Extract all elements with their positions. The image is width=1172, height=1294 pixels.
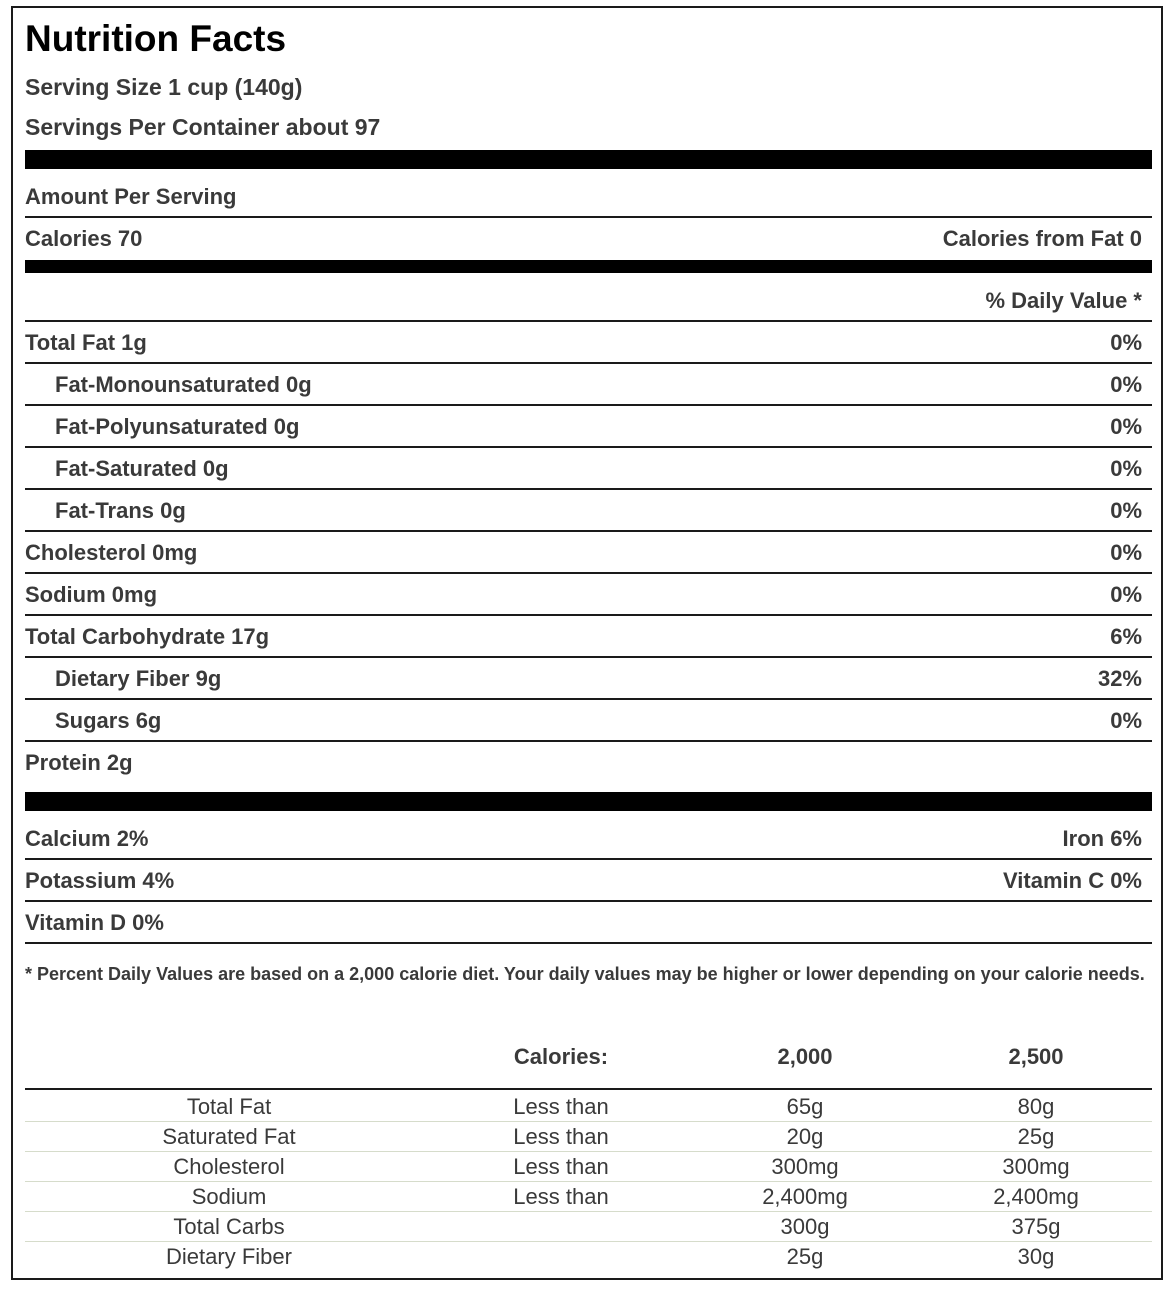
dv-value-2000: 25g <box>786 1244 824 1269</box>
calories-row <box>25 218 1152 260</box>
nutrient-dv: 0% <box>1110 372 1142 397</box>
nutrient-dv: 32% <box>1097 666 1142 691</box>
nutrient-name: Total Fat 1g <box>25 330 147 355</box>
serving-size: Serving Size 1 cup (140g) <box>25 74 303 100</box>
calories: Calories 70 <box>25 226 143 251</box>
nutrient-name: Fat-Saturated 0g <box>55 456 229 481</box>
servings-per-container: Servings Per Container about 97 <box>25 114 381 140</box>
dv-value-2000: 20g <box>786 1124 824 1149</box>
nutrient-dv: 0% <box>1110 582 1142 607</box>
label-title: Nutrition Facts <box>25 18 287 59</box>
nutrient-dv: 0% <box>1110 330 1142 355</box>
dv-value-2500: 80g <box>1017 1094 1055 1119</box>
dv-value-2500: 300mg <box>1002 1154 1070 1179</box>
dv-value-2500: 30g <box>1017 1244 1055 1269</box>
thick-divider <box>25 792 1152 811</box>
vitamin-left: Potassium 4% <box>25 868 175 893</box>
vitamin-right: Vitamin C 0% <box>1003 868 1142 893</box>
vitamin-row <box>25 902 1152 944</box>
dv-qualifier: Less than <box>513 1094 609 1119</box>
dv-nutrient: Sodium <box>191 1184 267 1209</box>
vitamin-right: Iron 6% <box>1062 826 1142 851</box>
dv-nutrient: Cholesterol <box>173 1154 285 1179</box>
vitamin-left: Calcium 2% <box>25 826 149 851</box>
nutrient-name: Sugars 6g <box>55 708 162 733</box>
dv-value-2500: 2,400mg <box>993 1184 1079 1209</box>
dv-table-row <box>25 1152 1152 1182</box>
dv-table-divider <box>25 1088 1152 1090</box>
nutrient-row <box>25 532 1152 574</box>
calories-from-fat: Calories from Fat 0 <box>942 226 1142 251</box>
vitamin-row <box>25 818 1152 860</box>
nutrient-row <box>25 448 1152 490</box>
dv-header-2000: 2,000 <box>777 1044 833 1069</box>
daily-value-header: % Daily Value * <box>985 288 1142 313</box>
dv-qualifier: Less than <box>513 1124 609 1149</box>
dv-value-2000: 2,400mg <box>762 1184 848 1209</box>
dv-value-2000: 300g <box>780 1214 830 1239</box>
vitamin-left: Vitamin D 0% <box>25 910 164 935</box>
nutrient-row <box>25 742 1152 784</box>
nutrient-row <box>25 574 1152 616</box>
dv-table-row <box>25 1122 1152 1152</box>
medium-divider <box>25 260 1152 273</box>
dv-qualifier: Less than <box>513 1154 609 1179</box>
nutrient-dv: 0% <box>1110 708 1142 733</box>
nutrient-row <box>25 406 1152 448</box>
nutrient-name: Fat-Monounsaturated 0g <box>55 372 312 397</box>
dv-table-row <box>25 1242 1152 1272</box>
nutrition-facts-label <box>11 6 1163 1280</box>
dv-value-2500: 25g <box>1017 1124 1055 1149</box>
nutrient-row <box>25 616 1152 658</box>
dv-header-2500: 2,500 <box>1008 1044 1064 1069</box>
dv-nutrient: Total Fat <box>186 1094 272 1119</box>
nutrient-name: Fat-Trans 0g <box>55 498 186 523</box>
thick-divider <box>25 150 1152 169</box>
dv-header-calories: Calories: <box>513 1044 609 1069</box>
dv-qualifier: Less than <box>513 1184 609 1209</box>
nutrient-dv: 0% <box>1110 498 1142 523</box>
nutrient-dv: 0% <box>1110 540 1142 565</box>
nutrient-dv: 0% <box>1110 414 1142 439</box>
amount-per-serving: Amount Per Serving <box>25 184 237 209</box>
nutrient-name: Cholesterol 0mg <box>25 540 198 565</box>
dv-value-2000: 65g <box>786 1094 824 1119</box>
dv-value-2500: 375g <box>1011 1214 1061 1239</box>
amount-per-serving-row <box>25 176 1152 218</box>
nutrient-dv: 6% <box>1110 624 1142 649</box>
nutrient-name: Sodium 0mg <box>25 582 158 607</box>
nutrient-name: Dietary Fiber 9g <box>55 666 222 691</box>
daily-value-header-row <box>25 280 1152 322</box>
dv-table-row <box>25 1182 1152 1212</box>
nutrient-row <box>25 364 1152 406</box>
nutrient-dv: 0% <box>1110 456 1142 481</box>
dv-nutrient: Total Carbs <box>173 1214 285 1239</box>
dv-nutrient: Saturated Fat <box>162 1124 296 1149</box>
dv-value-2000: 300mg <box>771 1154 839 1179</box>
nutrient-row <box>25 490 1152 532</box>
nutrient-row <box>25 658 1152 700</box>
daily-value-footnote: * Percent Daily Values are based on a 2,000 calorie diet. Your daily values may be higher or lower depending on your calorie needs. <box>25 964 1145 984</box>
dv-table-row <box>25 1212 1152 1242</box>
vitamin-row <box>25 860 1152 902</box>
nutrient-row <box>25 322 1152 364</box>
nutrient-name: Fat-Polyunsaturated 0g <box>55 414 300 439</box>
nutrient-row <box>25 700 1152 742</box>
dv-table-row <box>25 1092 1152 1122</box>
nutrient-name: Protein 2g <box>25 750 133 775</box>
dv-nutrient: Dietary Fiber <box>166 1244 292 1269</box>
nutrient-name: Total Carbohydrate 17g <box>25 624 270 649</box>
